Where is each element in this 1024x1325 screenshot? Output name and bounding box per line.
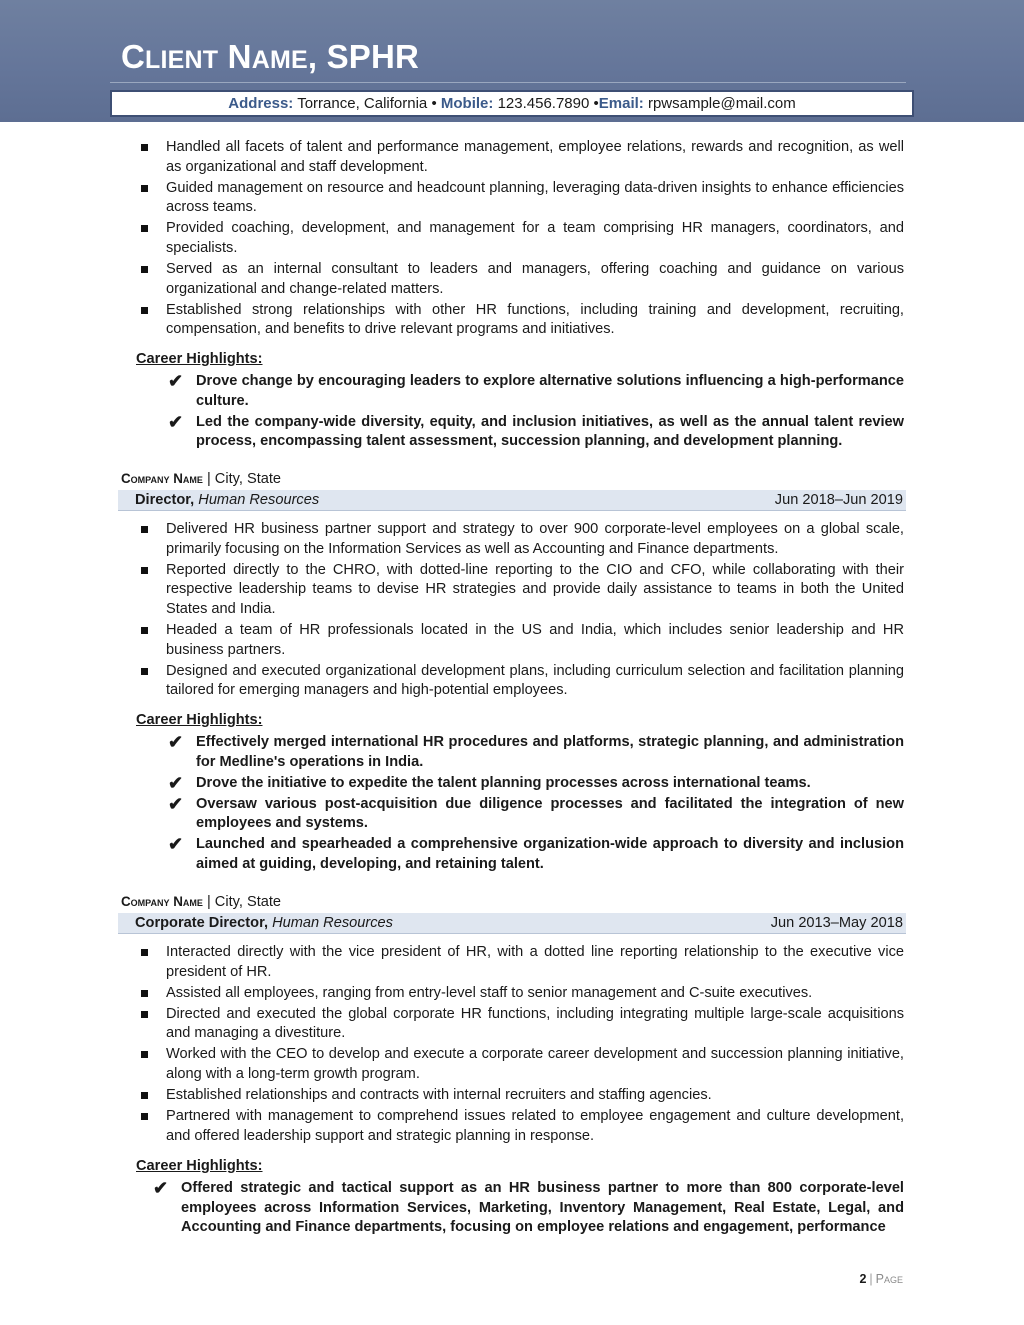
square-bullet-icon bbox=[141, 266, 148, 273]
square-bullet-icon bbox=[141, 668, 148, 675]
role-bar bbox=[118, 490, 906, 511]
job-dates: Jun 2018–Jun 2019 bbox=[774, 492, 903, 508]
address-label: Address: bbox=[228, 95, 294, 112]
checkmark-icon: ✔ bbox=[153, 1178, 169, 1198]
list-item: Assisted all employees, ranging from entry-level staff to senior management and C-suite executives. bbox=[138, 984, 904, 1004]
footer-separator: | bbox=[869, 1272, 873, 1286]
square-bullet-icon bbox=[141, 990, 148, 997]
career-highlights-heading: Career Highlights: bbox=[136, 712, 263, 728]
list-item: Partnered with management to comprehend issues related to employee engagement and culture development, and offered leadership support and strategic planning in response. bbox=[138, 1107, 904, 1146]
square-bullet-icon bbox=[141, 185, 148, 192]
checkmark-icon: ✔ bbox=[168, 371, 184, 391]
section1-bullet-list bbox=[138, 138, 904, 341]
company-name: Company Name bbox=[121, 894, 203, 909]
list-item: Interacted directly with the vice president of HR, with a dotted line reporting relationship to the executive vice president of HR. bbox=[138, 943, 904, 982]
email-value[interactable]: rpwsample@mail.com bbox=[647, 95, 796, 112]
job-dates: Jun 2013–May 2018 bbox=[770, 915, 903, 931]
list-item: Delivered HR business partner support and strategy to over 900 corporate-level employees on a global scale, primarily focusing on the Information Services as well as Accounting and Finance departments. bbox=[138, 520, 904, 559]
page-word: Page bbox=[875, 1272, 903, 1286]
job-title: Director, Human Resources bbox=[135, 492, 320, 508]
square-bullet-icon bbox=[141, 144, 148, 151]
career-highlights-heading: Career Highlights: bbox=[136, 1158, 263, 1174]
list-item: Provided coaching, development, and management for a team comprising HR managers, coordinators, and specialists. bbox=[138, 219, 904, 258]
square-bullet-icon bbox=[141, 225, 148, 232]
square-bullet-icon bbox=[141, 526, 148, 533]
career-highlights-heading: Career Highlights: bbox=[136, 351, 263, 367]
checkmark-icon: ✔ bbox=[168, 732, 184, 752]
square-bullet-icon bbox=[141, 567, 148, 574]
list-item: Headed a team of HR professionals located in the US and India, which includes senior leadership and HR business partners. bbox=[138, 621, 904, 660]
list-item: ✔ Drove the initiative to expedite the talent planning processes across international teams. bbox=[168, 772, 811, 793]
page-number: 2 bbox=[859, 1272, 867, 1286]
list-item: ✔ Offered strategic and tactical support as an HR business partner to more than 800 corporate-level employees across Information Services, Marketing, Inventory Management, Real Estate, Legal, and Accounting and Finance departments, focusing on employee relations and engagement, performance bbox=[153, 1178, 904, 1236]
list-item: ✔ Drove change by encouraging leaders to explore alternative solutions influencing a high-performance culture. bbox=[168, 371, 904, 409]
list-item: Reported directly to the CHRO, with dotted-line reporting to the CIO and CFO, while collaborating with their respective leadership teams to devise HR strategies and provide daily assistance to teams in both the United States and India. bbox=[138, 561, 904, 620]
checkmark-icon: ✔ bbox=[168, 772, 184, 793]
square-bullet-icon bbox=[141, 1011, 148, 1018]
job3-highlights-list bbox=[153, 1179, 904, 1239]
checkmark-icon: ✔ bbox=[168, 793, 184, 814]
client-name bbox=[121, 38, 419, 76]
list-item: ✔ Effectively merged international HR procedures and platforms, strategic planning, and administration for Medline's operations in India. bbox=[168, 732, 904, 770]
header-banner bbox=[0, 0, 1024, 122]
role-bar bbox=[118, 913, 906, 934]
list-item: ✔ Oversaw various post-acquisition due diligence processes and facilitated the integration of new employees and systems. bbox=[168, 793, 904, 832]
list-item: Directed and executed the global corporate HR functions, including integrating multiple large-scale acquisitions and managing a divestiture. bbox=[138, 1005, 904, 1044]
name-first: CLIENT bbox=[121, 38, 219, 75]
company-location: | City, State bbox=[202, 471, 282, 487]
company-line bbox=[121, 894, 281, 910]
job2-highlights-list bbox=[168, 733, 904, 876]
email-label: Email: bbox=[598, 95, 644, 112]
list-item: Established strong relationships with other HR functions, including training and development, recruiting, compensation, and benefits to drive relevant programs and initiatives. bbox=[138, 301, 904, 340]
list-item: ✔ Launched and spearheaded a comprehensive organization-wide approach to diversity and inclusion aimed at guiding, developing, and retaining talent. bbox=[168, 834, 904, 873]
list-item: Guided management on resource and headcount planning, leveraging data-driven insights to enhance efficiencies across teams. bbox=[138, 179, 904, 218]
company-line bbox=[121, 471, 281, 487]
mobile-value: 123.456.7890 bbox=[497, 95, 590, 112]
square-bullet-icon bbox=[141, 1113, 148, 1120]
address-value: Torrance, California bbox=[297, 95, 428, 112]
square-bullet-icon bbox=[141, 1092, 148, 1099]
list-item: ✔ Led the company-wide diversity, equity, and inclusion initiatives, as well as the annual talent review process, encompassing talent assessment, succession planning, and development planning. bbox=[168, 411, 904, 450]
company-name: Company Name bbox=[121, 471, 203, 486]
list-item: Served as an internal consultant to leaders and managers, offering coaching and guidance on various organizational and change-related matters. bbox=[138, 260, 904, 299]
name-last: NAME bbox=[227, 38, 308, 75]
checkmark-icon: ✔ bbox=[168, 834, 184, 855]
contact-separator: • bbox=[431, 95, 437, 112]
list-item: Designed and executed organizational development plans, including curriculum selection and facilitation planning tailored for emerging managers and high-potential employees. bbox=[138, 662, 904, 701]
contact-bar bbox=[110, 90, 914, 117]
square-bullet-icon bbox=[141, 949, 148, 956]
square-bullet-icon bbox=[141, 627, 148, 634]
job-title: Corporate Director, Human Resources bbox=[135, 915, 393, 931]
section1-highlights-list bbox=[168, 372, 904, 453]
checkmark-icon: ✔ bbox=[168, 411, 184, 432]
square-bullet-icon bbox=[141, 1051, 148, 1058]
page-footer bbox=[859, 1272, 903, 1286]
job2-bullet-list bbox=[138, 520, 904, 702]
list-item: Established relationships and contracts with internal recruiters and staffing agencies. bbox=[138, 1086, 904, 1106]
list-item: Worked with the CEO to develop and execute a corporate career development and succession planning initiative, along with a long-term growth program. bbox=[138, 1045, 904, 1084]
square-bullet-icon bbox=[141, 307, 148, 314]
job3-bullet-list bbox=[138, 943, 904, 1148]
company-location: | City, State bbox=[202, 894, 282, 910]
name-divider bbox=[110, 82, 906, 83]
list-item: Handled all facets of talent and performance management, employee relations, rewards and recognition, as well as organizational and staff development. bbox=[138, 138, 904, 177]
contact-separator: • bbox=[593, 95, 599, 112]
name-suffix: , SPHR bbox=[307, 38, 420, 75]
mobile-label: Mobile: bbox=[440, 95, 494, 112]
